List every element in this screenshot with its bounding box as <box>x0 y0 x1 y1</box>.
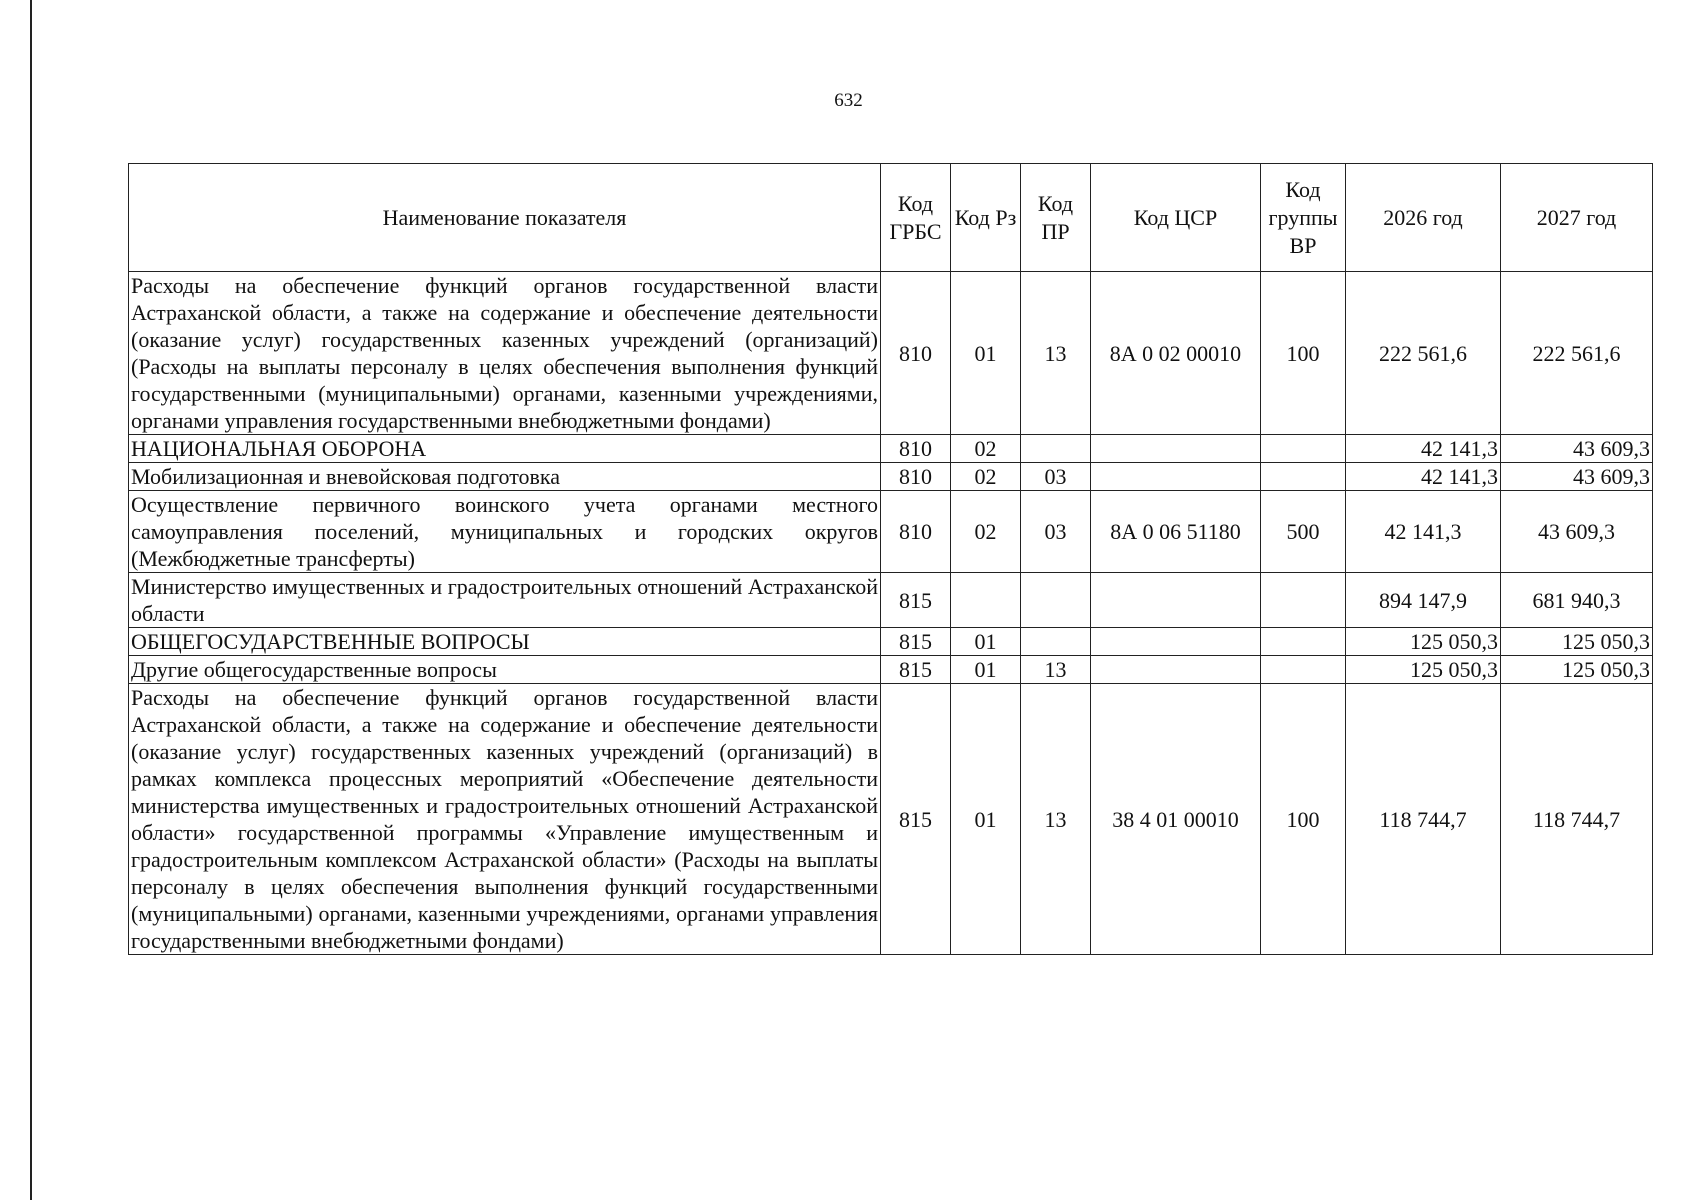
row-csr <box>1091 656 1261 684</box>
row-vr <box>1261 573 1346 628</box>
row-csr: 8А 0 06 51180 <box>1091 491 1261 573</box>
page-number: 632 <box>834 90 863 111</box>
table-row <box>129 272 1653 435</box>
row-rz: 01 <box>951 272 1021 435</box>
row-2027: 125 050,3 <box>1501 628 1653 656</box>
row-grbs: 815 <box>881 656 951 684</box>
row-vr: 100 <box>1261 684 1346 955</box>
row-pr: 03 <box>1021 491 1091 573</box>
table-row <box>129 628 1653 656</box>
row-pr: 03 <box>1021 463 1091 491</box>
row-2026: 222 561,6 <box>1346 272 1501 435</box>
row-vr <box>1261 463 1346 491</box>
row-csr <box>1091 463 1261 491</box>
row-rz: 01 <box>951 684 1021 955</box>
header-vr: Код группы ВР <box>1261 164 1346 272</box>
row-2027: 43 609,3 <box>1501 491 1653 573</box>
row-csr: 38 4 01 00010 <box>1091 684 1261 955</box>
row-2027: 222 561,6 <box>1501 272 1653 435</box>
row-rz: 02 <box>951 463 1021 491</box>
row-csr <box>1091 435 1261 463</box>
row-vr: 100 <box>1261 272 1346 435</box>
header-2027: 2027 год <box>1501 164 1653 272</box>
table-row <box>129 463 1653 491</box>
row-grbs: 815 <box>881 573 951 628</box>
row-name: Министерство имущественных и градостроительных отношений Астраханской области <box>129 573 881 628</box>
header-name: Наименование показателя <box>129 164 881 272</box>
row-rz: 02 <box>951 491 1021 573</box>
row-name: ОБЩЕГОСУДАРСТВЕННЫЕ ВОПРОСЫ <box>129 628 881 656</box>
table-row <box>129 435 1653 463</box>
row-2026: 125 050,3 <box>1346 656 1501 684</box>
table-header-row <box>129 164 1653 272</box>
header-rz: Код Рз <box>951 164 1021 272</box>
row-pr <box>1021 573 1091 628</box>
row-2027: 125 050,3 <box>1501 656 1653 684</box>
row-pr: 13 <box>1021 684 1091 955</box>
row-2026: 42 141,3 <box>1346 463 1501 491</box>
row-pr: 13 <box>1021 656 1091 684</box>
row-name: Другие общегосударственные вопросы <box>129 656 881 684</box>
row-2026: 42 141,3 <box>1346 491 1501 573</box>
row-name: Осуществление первичного воинского учета органами местного самоуправления поселений, муниципальных и городских округов (Межбюджетные трансферты) <box>129 491 881 573</box>
row-2026: 42 141,3 <box>1346 435 1501 463</box>
header-csr: Код ЦСР <box>1091 164 1261 272</box>
budget-table <box>128 163 1653 955</box>
table-row <box>129 573 1653 628</box>
row-pr: 13 <box>1021 272 1091 435</box>
row-2026: 894 147,9 <box>1346 573 1501 628</box>
row-name: Мобилизационная и вневойсковая подготовка <box>129 463 881 491</box>
row-rz: 01 <box>951 656 1021 684</box>
row-2026: 118 744,7 <box>1346 684 1501 955</box>
row-grbs: 810 <box>881 491 951 573</box>
row-grbs: 810 <box>881 435 951 463</box>
row-grbs: 815 <box>881 684 951 955</box>
row-name: НАЦИОНАЛЬНАЯ ОБОРОНА <box>129 435 881 463</box>
row-name: Расходы на обеспечение функций органов государственной власти Астраханской области, а также на содержание и обеспечение деятельности (оказание услуг) государственных казенных учреждений (организаций) (Расходы на выплаты персоналу в целях обеспечения выполнения функций государственными (муниципальными) органами, казенными учреждениями, органами управления государственными внебюджетными фондами) <box>129 272 881 435</box>
row-grbs: 810 <box>881 463 951 491</box>
row-csr <box>1091 573 1261 628</box>
table-row <box>129 684 1653 955</box>
header-grbs: Код ГРБС <box>881 164 951 272</box>
table-row <box>129 656 1653 684</box>
binding-margin-line <box>30 0 32 1200</box>
row-pr <box>1021 435 1091 463</box>
table-row <box>129 491 1653 573</box>
row-2027: 118 744,7 <box>1501 684 1653 955</box>
row-grbs: 815 <box>881 628 951 656</box>
row-pr <box>1021 628 1091 656</box>
row-rz: 01 <box>951 628 1021 656</box>
row-name: Расходы на обеспечение функций органов государственной власти Астраханской области, а также на содержание и обеспечение деятельности (оказание услуг) государственных казенных учреждений (организаций) в рамках комплекса процессных мероприятий «Обеспечение деятельности министерства имущественных и градостроительных отношений Астраханской области» государственной программы «Управление имущественным и градостроительным комплексом Астраханской области» (Расходы на выплаты персоналу в целях обеспечения выполнения функций государственными (муниципальными) органами, казенными учреждениями, органами управления государственными внебюджетными фондами) <box>129 684 881 955</box>
row-2027: 43 609,3 <box>1501 463 1653 491</box>
row-csr <box>1091 628 1261 656</box>
row-csr: 8А 0 02 00010 <box>1091 272 1261 435</box>
row-vr <box>1261 628 1346 656</box>
row-2027: 681 940,3 <box>1501 573 1653 628</box>
row-vr <box>1261 435 1346 463</box>
row-grbs: 810 <box>881 272 951 435</box>
header-2026: 2026 год <box>1346 164 1501 272</box>
row-vr: 500 <box>1261 491 1346 573</box>
row-2027: 43 609,3 <box>1501 435 1653 463</box>
row-2026: 125 050,3 <box>1346 628 1501 656</box>
header-pr: Код ПР <box>1021 164 1091 272</box>
row-rz <box>951 573 1021 628</box>
row-rz: 02 <box>951 435 1021 463</box>
row-vr <box>1261 656 1346 684</box>
